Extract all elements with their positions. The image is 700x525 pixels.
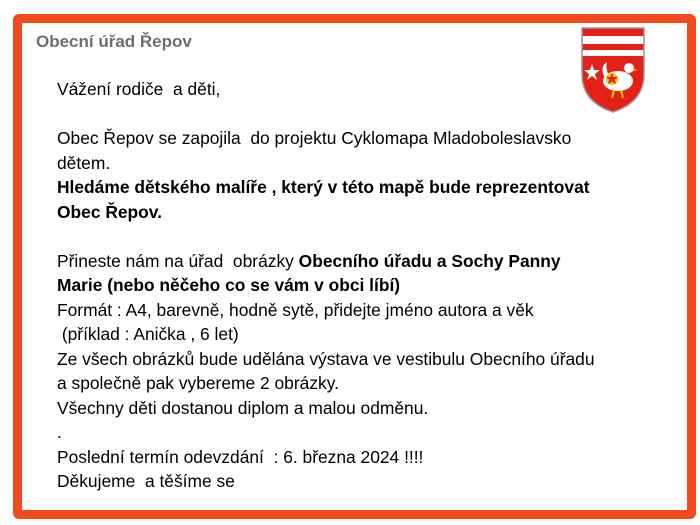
project-line-2: dětem.	[57, 152, 111, 173]
example-line: (příklad : Anička , 6 let)	[57, 324, 239, 344]
greeting-line: Vážení rodiče a děti,	[57, 79, 221, 99]
bring-pictures-subject: Obecního úřadu a Sochy Panny	[298, 250, 561, 271]
diploma-line: Všechny děti dostanou diplom a malou odměnu.	[57, 397, 429, 418]
search-artist-line-2: Obec Řepov.	[57, 201, 163, 222]
bring-pictures-line-1	[57, 249, 677, 274]
letter-body	[57, 77, 677, 494]
bring-pictures-line-2: Marie (nebo něčeho co se vám v obci líbí)	[57, 275, 401, 295]
exhibition-line-1: Ze všech obrázků bude udělána výstava ve vestibulu Obecního úřadu	[57, 348, 595, 369]
search-artist-line-1: Hledáme dětského malíře , který v této mapě bude reprezentovat	[57, 177, 590, 197]
exhibition-line-2: a společně pak vybereme 2 obrázky.	[57, 373, 339, 393]
blank-line	[57, 224, 677, 249]
project-line-1: Obec Řepov se zapojila do projektu Cyklomapa Mladoboleslavsko	[57, 128, 572, 148]
blank-line	[57, 102, 677, 127]
bring-pictures-text: Přineste nám na úřad obrázky	[57, 250, 299, 271]
dot-line: .	[57, 422, 62, 442]
closing-line: Děkujeme a těšíme se	[57, 471, 235, 491]
deadline-line: Poslední termín odevzdání : 6. března 2024 !!!!	[57, 446, 424, 467]
office-title: Obecní úřad Řepov	[36, 32, 192, 51]
format-line: Formát : A4, barevně, hodně sytě, přidejte jméno autora a věk	[57, 299, 534, 320]
